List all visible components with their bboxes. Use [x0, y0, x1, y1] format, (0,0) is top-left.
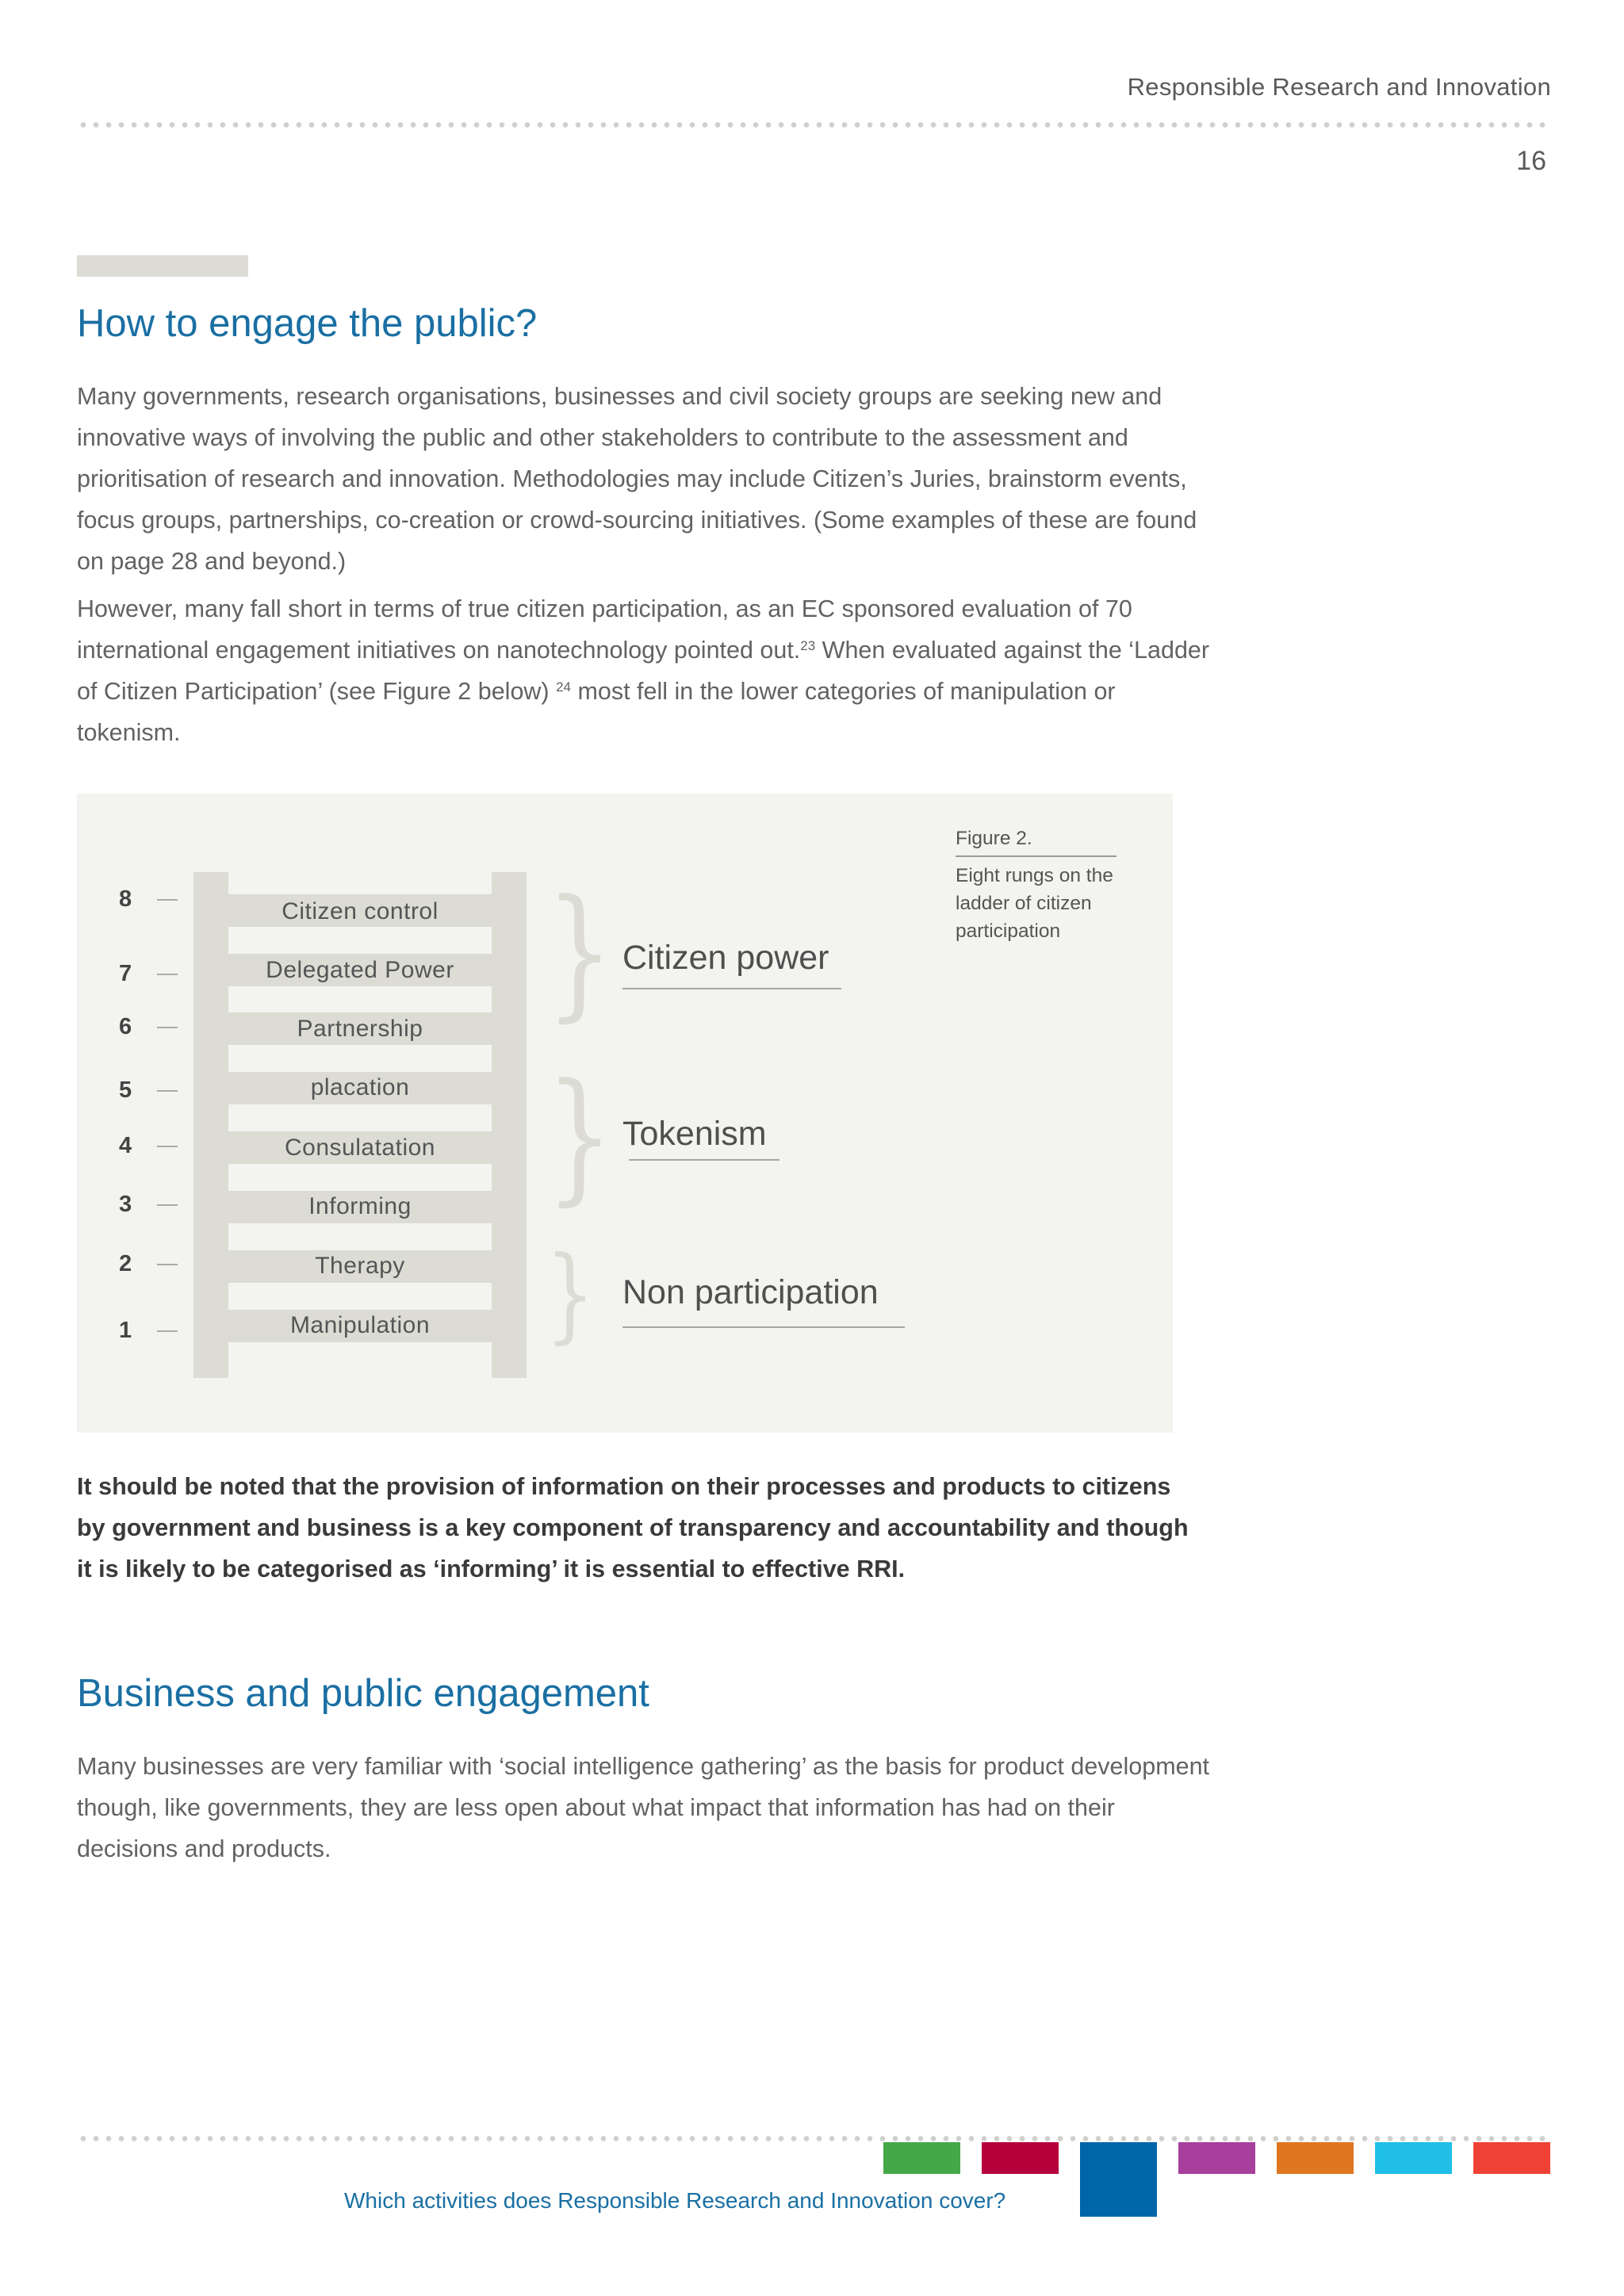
footer-divider [77, 2136, 1551, 2141]
brace-tokenism-icon: } [546, 1054, 614, 1219]
rung-number-3: 3 [119, 1192, 132, 1217]
rung-tick [157, 899, 178, 901]
rung-tick [157, 1204, 178, 1206]
rung-number-1: 1 [119, 1318, 132, 1343]
figure-caption [956, 825, 1154, 945]
informing-note-paragraph: It should be noted that the provision of information on their processes and products to citizens by government and business is a key component of transparency and accountability and though it is likely to be categorised as ‘informing’ it is essential to effective RRI. [77, 1473, 1189, 1582]
rung-label-placation: placation [310, 1074, 410, 1100]
rung-label-partnership: Partnership [297, 1016, 423, 1042]
header-divider [77, 122, 1551, 128]
running-title: Responsible Research and Innovation [1127, 73, 1551, 101]
section-accent-bar [77, 255, 248, 277]
rung-label-citizen-control: Citizen control [282, 898, 439, 924]
rung-number-5: 5 [119, 1077, 132, 1103]
rung-tick [157, 1146, 178, 1147]
ladder-right-rail [492, 872, 527, 1378]
footer-activity-cyan[interactable] [1375, 2142, 1452, 2174]
rung-tick [157, 1090, 178, 1092]
evaluation-paragraph [77, 588, 1211, 753]
category-tokenism: Tokenism [622, 1115, 767, 1153]
category-non-participation: Non participation [622, 1273, 879, 1311]
evaluation-text-a: However, many fall short in terms of true citizen participation, as an EC sponsored evaluation of 70 international engagement initiatives on nanotechnology pointed out. [77, 595, 1132, 664]
category-underline [622, 988, 841, 989]
footer-nav-link[interactable]: Which activities does Responsible Research and Innovation cover? [344, 2188, 1006, 2213]
figure-label: Figure 2. [956, 825, 1116, 857]
footer-activity-crimson[interactable] [982, 2142, 1059, 2174]
rung-tick [157, 974, 178, 975]
rung-number-6: 6 [119, 1014, 132, 1039]
rung-label-manipulation: Manipulation [289, 1312, 431, 1338]
footer-activity-purple[interactable] [1178, 2142, 1255, 2174]
rung-number-8: 8 [119, 886, 132, 912]
rung-number-4: 4 [119, 1133, 132, 1158]
rung-tick [157, 1330, 178, 1332]
category-underline [629, 1159, 779, 1161]
footnote-ref-24[interactable]: 24 [556, 679, 571, 695]
rung-number-2: 2 [119, 1251, 132, 1276]
footer-activity-green[interactable] [883, 2142, 960, 2174]
rung-label-delegated-power: Delegated Power [266, 957, 454, 983]
intro-paragraph: Many governments, research organisations, businesses and civil society groups are seeking new and innovative ways of involving the public and other stakeholders to contribute to the assessment and prioritisation of research and innovation. Methodologies may include Citizen’s Juries, brainstorm events, focus groups, partnerships, co-creation or crowd-sourcing initiatives. (Some examples of these are found on page 28 and beyond.) [77, 383, 1197, 575]
category-citizen-power: Citizen power [622, 939, 829, 977]
footer-activity-blue-active[interactable] [1080, 2142, 1157, 2217]
evaluation-text-c: most fell in the lower categories of manipulation or tokenism. [77, 678, 1116, 746]
rung-tick [157, 1264, 178, 1265]
section-heading-engage: How to engage the public? [77, 302, 538, 345]
section-heading-business: Business and public engagement [77, 1672, 649, 1715]
rung-label-informing: Informing [308, 1193, 412, 1219]
footer-activity-orange[interactable] [1277, 2142, 1354, 2174]
footnote-ref-23[interactable]: 23 [800, 638, 816, 653]
rung-label-consultation: Consulatation [285, 1135, 435, 1161]
evaluation-text-b: When evaluated against the ‘Ladder of Citizen Participation’ (see Figure 2 below) [77, 637, 1210, 705]
rung-tick [157, 1027, 178, 1028]
footer-activity-red[interactable] [1473, 2142, 1550, 2174]
rung-label-therapy: Therapy [315, 1253, 405, 1279]
brace-non-participation-icon: } [546, 1234, 596, 1354]
page-number: 16 [1516, 146, 1546, 176]
category-underline [622, 1326, 905, 1328]
brace-citizen-power-icon: } [546, 870, 614, 1035]
business-paragraph: Many businesses are very familiar with ‘social intelligence gathering’ as the basis for product development though, like governments, they are less open about what impact that information has had on their decisions and products. [77, 1753, 1210, 1862]
ladder-left-rail [193, 872, 228, 1378]
rung-number-7: 7 [119, 961, 132, 986]
figure-description: Eight rungs on the ladder of citizen participation [956, 865, 1113, 942]
